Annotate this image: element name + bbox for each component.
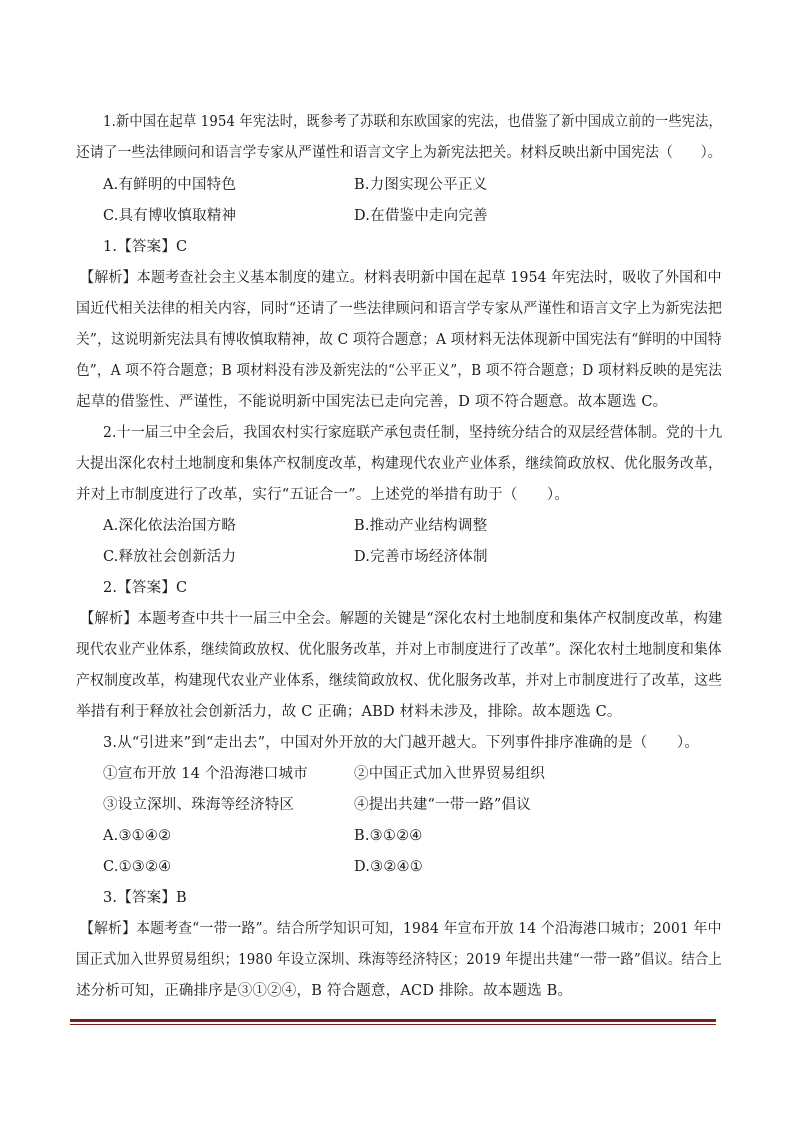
q3-option-b: B.③①②④ bbox=[354, 828, 423, 844]
q2-option-b: B.推动产业结构调整 bbox=[354, 518, 488, 534]
q2-stem-line3: 并对上市制度进行了改革，实行“五证合一”。上述党的举措有助于（ ）。 bbox=[76, 487, 570, 503]
q2-explanation-line1: 【解析】本题考查中共十一届三中全会。解题的关键是“深化农村土地制度和集体产权制度改革，构建 bbox=[80, 611, 723, 627]
q2-option-d: D.完善市场经济体制 bbox=[354, 549, 488, 565]
q3-answer: 3.【答案】B bbox=[103, 890, 187, 906]
q1-option-d: D.在借鉴中走向完善 bbox=[354, 208, 488, 224]
q3-stem-line1: 3.从“引进来”到“走出去”，中国对外开放的大门越开越大。下列事件排序准确的是（ ）。 bbox=[103, 735, 700, 751]
q2-answer: 2.【答案】C bbox=[103, 580, 188, 596]
q1-answer: 1.【答案】C bbox=[103, 239, 188, 255]
q2-explanation-line4: 举措有利于释放社会创新活力，故 C 正确；ABD 材料未涉及，排除。故本题选 C。 bbox=[76, 704, 622, 720]
q1-stem-line1: 1.新中国在起草 1954 年宪法时，既参考了苏联和东欧国家的宪法，也借鉴了新中国成立前的一些宪法， bbox=[103, 114, 722, 130]
q3-item-1: ①宣布开放 14 个沿海港口城市 bbox=[103, 766, 308, 782]
q1-explanation-line3: 关”，这说明新宪法具有博收慎取精神，故 C 项符合题意；A 项材料无法体现新中国宪法有“鲜明的中国特 bbox=[76, 332, 722, 348]
q1-explanation-line2: 国近代相关法律的相关内容，同时“还请了一些法律顾问和语言学专家从严谨性和语言文字上为新宪法把 bbox=[76, 301, 723, 317]
q3-option-a: A.③①④② bbox=[103, 828, 172, 844]
q1-explanation-line1: 【解析】本题考查社会主义基本制度的建立。材料表明新中国在起草 1954 年宪法时，吸收了外国和中 bbox=[80, 270, 722, 286]
footer-divider-thin bbox=[70, 1024, 716, 1025]
q1-explanation-line4: 色”，A 项不符合题意；B 项材料没有涉及新宪法的“公平正义”，B 项不符合题意；D 项材料反映的是宪法 bbox=[76, 363, 722, 379]
q3-option-d: D.③②④① bbox=[354, 859, 423, 875]
q2-stem-line2: 大提出深化农村土地制度和集体产权制度改革，构建现代农业产业体系，继续简政放权、优化服务改革， bbox=[76, 456, 723, 472]
q1-option-b: B.力图实现公平正义 bbox=[354, 177, 488, 193]
q2-explanation-line2: 现代农业产业体系，继续简政放权、优化服务改革，并对上市制度进行了改革”。深化农村土地制度和集体 bbox=[76, 642, 722, 658]
q3-explanation-line3: 述分析可知，正确排序是③①②④，B 符合题意，ACD 排除。故本题选 B。 bbox=[76, 983, 573, 999]
q3-item-2: ②中国正式加入世界贸易组织 bbox=[354, 766, 546, 782]
q1-option-c: C.具有博收慎取精神 bbox=[103, 208, 237, 224]
q2-explanation-line3: 产权制度改革，构建现代农业产业体系，继续简政放权、优化服务改革，并对上市制度进行了改革，这些 bbox=[76, 673, 723, 689]
q2-stem-line1: 2.十一届三中全会后，我国农村实行家庭联产承包责任制，坚持统分结合的双层经营体制。党的十九 bbox=[103, 425, 723, 441]
q2-option-a: A.深化依法治国方略 bbox=[103, 518, 237, 534]
q3-explanation-line1: 【解析】本题考查“一带一路”。结合所学知识可知，1984 年宣布开放 14 个沿海港口城市；2001 年中 bbox=[80, 921, 722, 937]
q3-explanation-line2: 国正式加入世界贸易组织；1980 年设立深圳、珠海等经济特区；2019 年提出共建“一带一路”倡议。结合上 bbox=[76, 952, 722, 968]
q1-stem-line2: 还请了一些法律顾问和语言学专家从严谨性和语言文字上为新宪法把关。材料反映出新中国宪法（ ）。 bbox=[76, 145, 722, 161]
q3-item-4: ④提出共建“一带一路”倡议 bbox=[354, 797, 531, 813]
footer-divider bbox=[70, 1019, 716, 1022]
q1-option-a: A.有鲜明的中国特色 bbox=[103, 177, 237, 193]
q3-option-c: C.①③②④ bbox=[103, 859, 172, 875]
q2-option-c: C.释放社会创新活力 bbox=[103, 549, 237, 565]
q3-item-3: ③设立深圳、珠海等经济特区 bbox=[103, 797, 295, 813]
q1-explanation-line5: 起草的借鉴性、严谨性，不能说明新中国宪法已走向完善，D 项不符合题意。故本题选 C。 bbox=[76, 394, 668, 410]
